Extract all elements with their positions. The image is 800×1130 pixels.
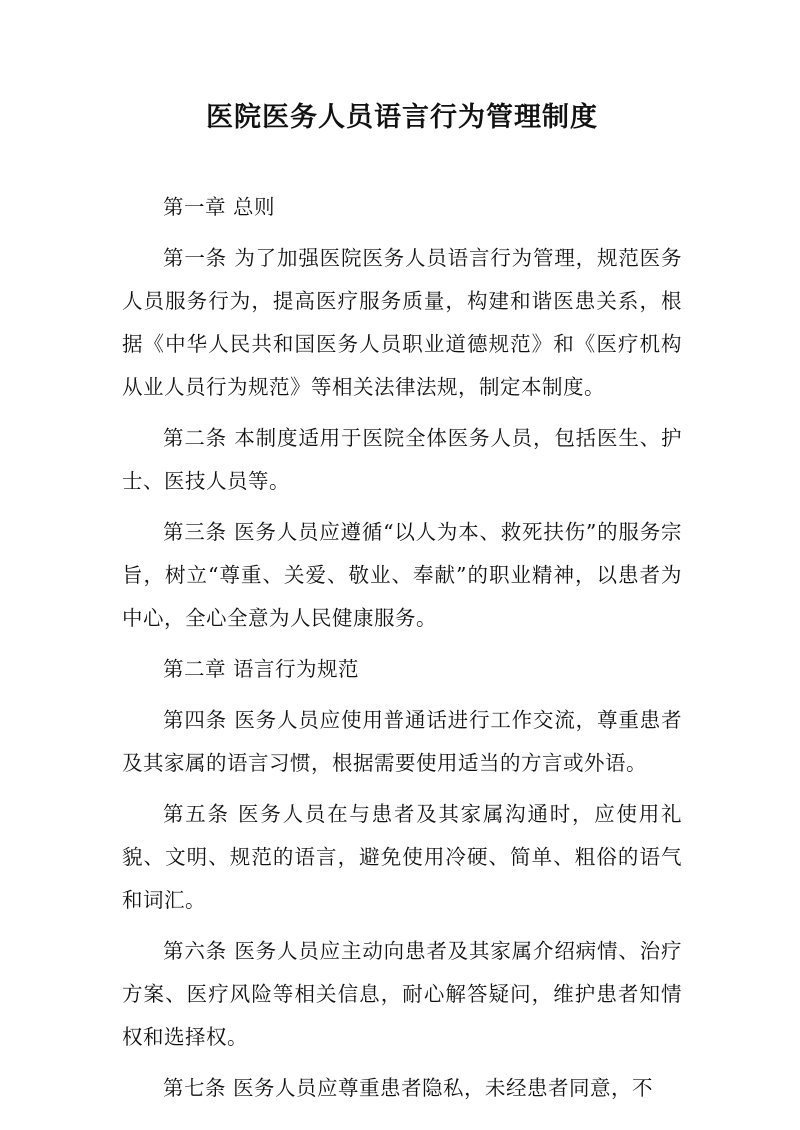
article-paragraph: 第五条 医务人员在与患者及其家属沟通时，应使用礼貌、文明、规范的语言，避免使用冷硬、简单、粗俗的语气和词汇。 — [122, 802, 682, 912]
article-paragraph: 第七条 医务人员应尊重患者隐私，未经患者同意，不 — [163, 1076, 654, 1100]
article-paragraph: 第四条 医务人员应使用普通话进行工作交流，尊重患者及其家属的语言习惯，根据需要使用适当的方言或外语。 — [122, 708, 682, 775]
article-paragraph: 第三条 医务人员应遵循“以人为本、救死扶伤”的服务宗旨，树立“尊重、关爱、敬业、奉献”的职业精神，以患者为中心，全心全意为人民健康服务。 — [122, 520, 682, 630]
article-paragraph: 第一条 为了加强医院医务人员语言行为管理，规范医务人员服务行为，提高医疗服务质量，构建和谐医患关系，根据《中华人民共和国医务人员职业道德规范》和《医疗机构从业人员行为规范》等相关法律法规，制定本制度。 — [122, 246, 682, 399]
article-paragraph: 第二条 本制度适用于医院全体医务人员，包括医生、护士、医技人员等。 — [122, 426, 682, 493]
chapter-heading: 第二章 语言行为规范 — [163, 657, 360, 681]
document-body — [122, 186, 682, 1110]
article-paragraph: 第六条 医务人员应主动向患者及其家属介绍病情、治疗方案、医疗风险等相关信息，耐心解答疑问，维护患者知情权和选择权。 — [122, 939, 682, 1049]
chapter-heading: 第一章 总则 — [163, 195, 276, 219]
document-title: 医院医务人员语言行为管理制度 — [206, 102, 598, 133]
